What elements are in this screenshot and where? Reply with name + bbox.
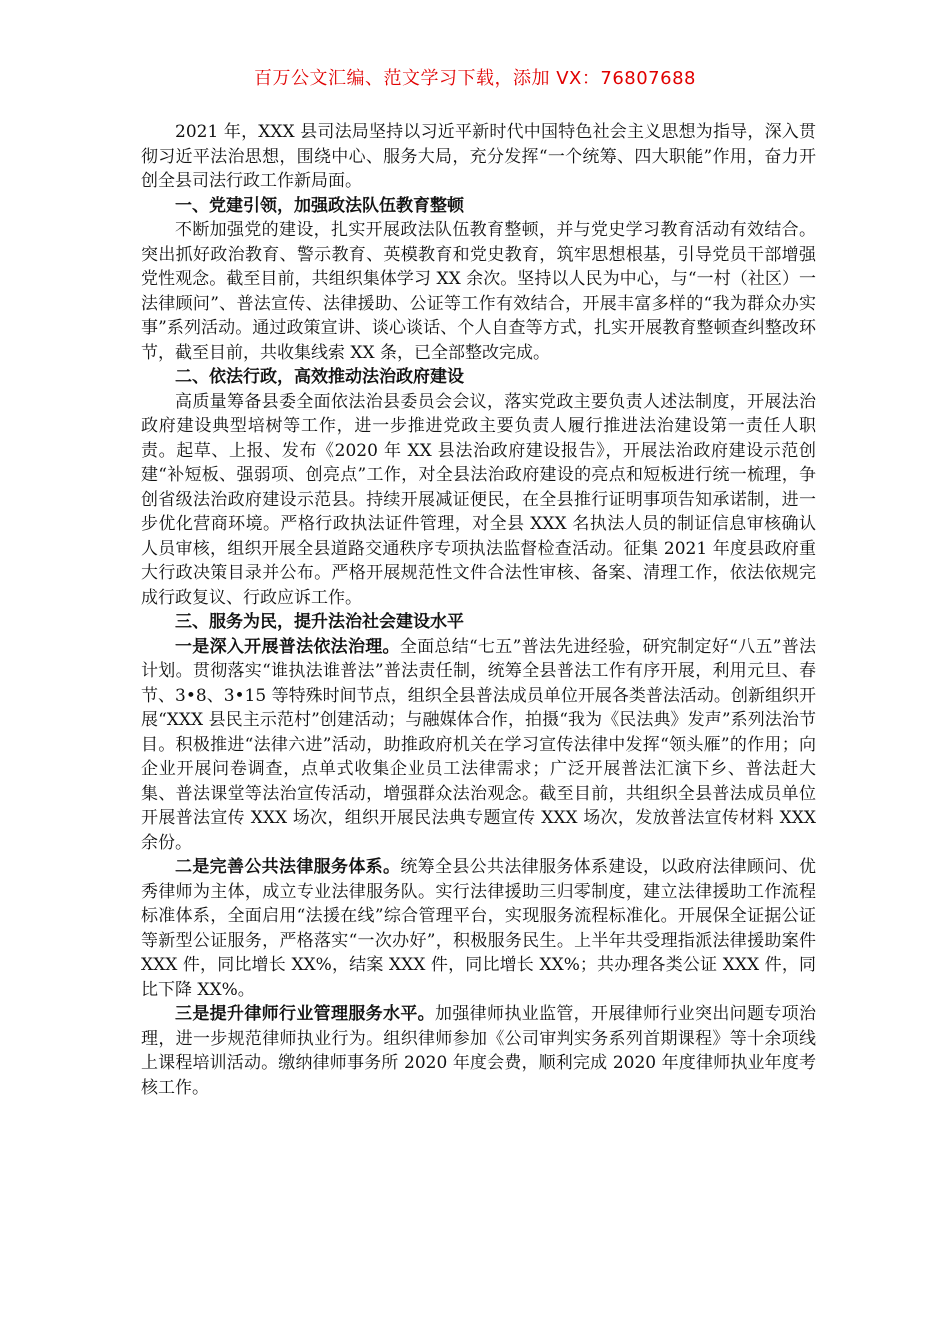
section-3-heading: 三、服务为民，提升法治社会建设水平 xyxy=(175,612,464,632)
section-3-item-3 xyxy=(141,1002,816,1100)
item-2-lead: 二是完善公共法律服务体系。 xyxy=(175,857,401,877)
document-body xyxy=(141,120,816,1100)
item-1-text: 全面总结“七五”普法先进经验，研究制定好“八五”普法计划。贯彻落实“谁执法谁普法”普法责任制，统筹全县普法工作有序开展，利用元旦、春节、3•8、3•15 等特殊时间节点，组织全县普法成员单位开展各类普法活动。创新组织开展“XXX 县民主示范村”创建活动；与融媒体合作，拍摄“我为《民法典》发声”系列法治节目。积极推进“法律六进”活动，助推政府机关在学习宣传法律中发挥“领头雁”的作用；向企业开展问卷调查，点单式收集企业员工法律需求；广泛开展普法汇演下乡、普法赶大集、普法课堂等法治宣传活动，增强群众法治观念。截至目前，共组织全县普法成员单位开展普法宣传 XXX 场次，组织开展民法典专题宣传 XXX 场次，发放普法宣传材料 XXX 余份。 xyxy=(141,636,816,853)
section-1-heading: 一、党建引领，加强政法队伍教育整顿 xyxy=(175,195,464,216)
item-2-text: 统筹全县公共法律服务体系建设，以政府法律顾问、优秀律师为主体，成立专业法律服务队。实行法律援助三归零制度，建立法律援助工作流程标准体系，全面启用“法援在线”综合管理平台，实现服务流程标准化。开展保全证据公证等新型公证服务，严格落实“一次办好”，积极服务民生。上半年共受理指派法律援助案件 XXX 件，同比增长 XX%，结案 XXX 件，同比增长 XX%；共办理各类公证 XXX 件，同比下降 XX%。 xyxy=(141,857,817,1000)
section-2-paragraph: 高质量筹备县委全面依法治县委员会会议，落实党政主要负责人述法制度，开展法治政府建设典型培树等工作，进一步推进党政主要负责人履行推进法治建设第一责任人职责。起草、上报、发布《2020 年 XX 县法治政府建设报告》，开展法治政府建设示范创建“补短板、强弱项、创亮点”工作，对全县法治政府建设的亮点和短板进行统一梳理，争创省级法治政府建设示范县。持续开展减证便民，在全县推行证明事项告知承诺制，进一步优化营商环境。严格行政执法证件管理，对全县 XXX 名执法人员的制证信息审核确认人员审核，组织开展全县道路交通秩序专项执法监督检查活动。征集 2021 年度县政府重大行政决策目录并公布。严格开展规范性文件合法性审核、备案、清理工作，依法依规完成行政复议、行政应诉工作。 xyxy=(141,391,816,608)
section-3-item-1 xyxy=(141,635,816,856)
promo-banner: 百万公文汇编、范文学习下载，添加 VX：76807688 xyxy=(254,68,696,89)
section-1-paragraph: 不断加强党的建设，扎实开展政法队伍教育整顿，并与党史学习教育活动有效结合。突出抓好政治教育、警示教育、英模教育和党史教育，筑牢思想根基，引导党员干部增强党性观念。截至目前，共组织集体学习 XX 余次。坚持以人民为中心，与“一村（社区）一法律顾问”、普法宣传、法律援助、公证等工作有效结合，开展丰富多样的“我为群众办实事”系列活动。通过政策宣讲、谈心谈话、个人自查等方式，扎实开展教育整顿查纠整改环节，截至目前，共收集线索 XX 条，已全部整改完成。 xyxy=(141,220,816,363)
item-3-lead: 三是提升律师行业管理服务水平。 xyxy=(175,1004,435,1024)
section-3-item-2 xyxy=(141,855,816,1002)
item-3-text: 加强律师执业监管，开展律师行业突出问题专项治理，进一步规范律师执业行为。组织律师参加《公司审判实务系列首期课程》等十余项线上课程培训活动。缴纳律师事务所 2020 年度会费，顺利完成 2020 年度律师执业年度考核工作。 xyxy=(141,1004,816,1098)
intro-paragraph: 2021 年，XXX 县司法局坚持以习近平新时代中国特色社会主义思想为指导，深入贯彻习近平法治思想，围绕中心、服务大局，充分发挥“一个统筹、四大职能”作用，奋力开创全县司法行政工作新局面。 xyxy=(141,122,816,191)
item-1-lead: 一是深入开展普法依法治理。 xyxy=(175,636,400,657)
section-2-heading: 二、依法行政，高效推动法治政府建设 xyxy=(175,367,464,387)
